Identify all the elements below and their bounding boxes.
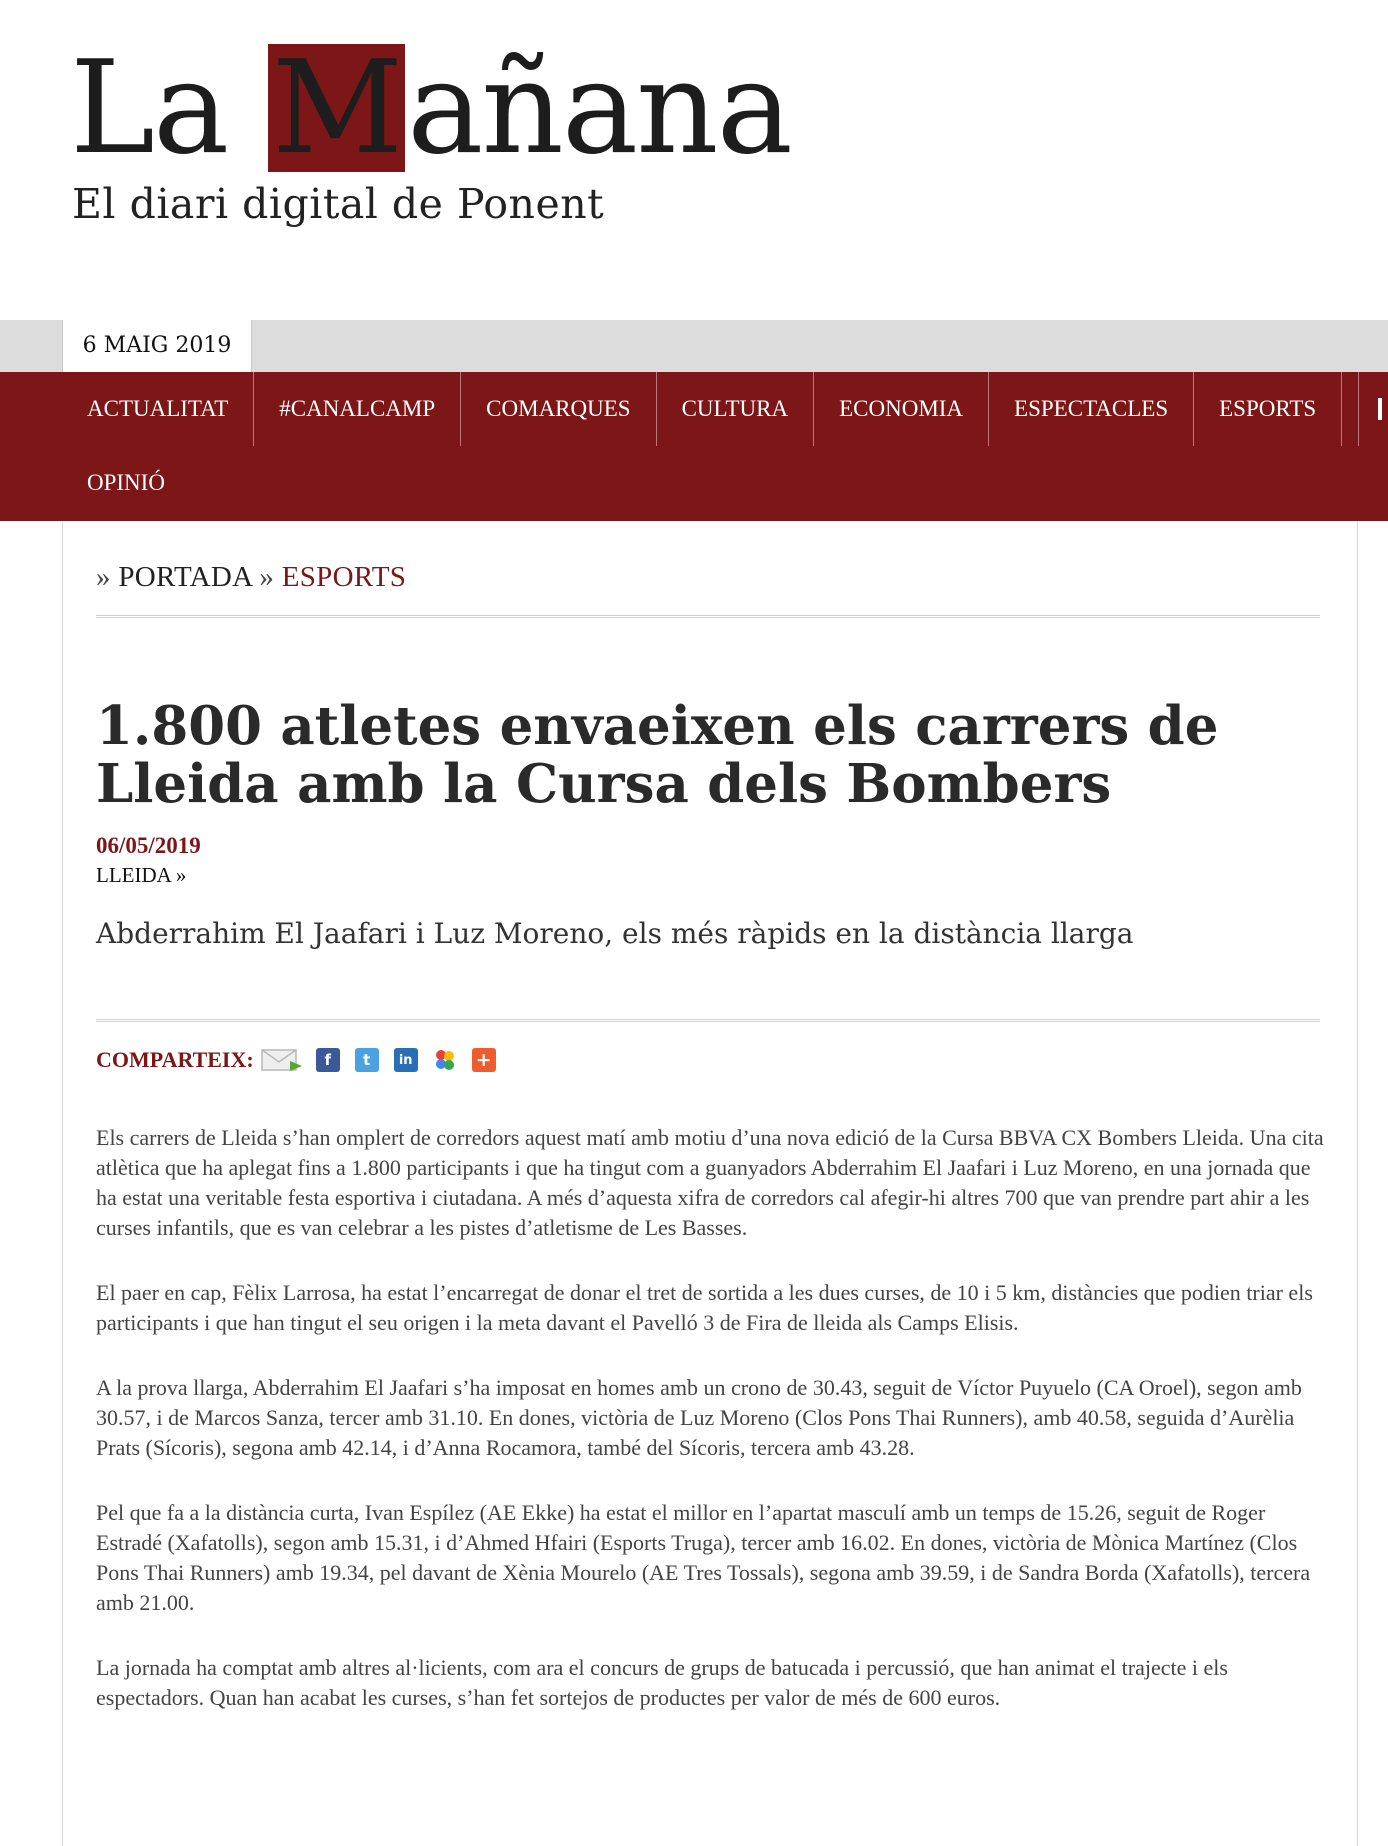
site-tagline: El diari digital de Ponent	[72, 180, 605, 228]
article-paragraph: La jornada ha comptat amb altres al·licients, com ara el concurs de grups de batucada i percussió, que han animat el trajecte i els espectadors. Quan han acabat les curses, s’han fet sortejos de productes per valor de més de 600 euros.	[96, 1655, 1228, 1710]
nav-item-opinio[interactable]: OPINIÓ	[87, 470, 165, 495]
facebook-icon[interactable]: f	[316, 1048, 340, 1072]
article-headline: 1.800 atletes envaeixen els carrers de Lleida amb la Cursa dels Bombers	[96, 695, 1219, 815]
article-body	[96, 1123, 1326, 1748]
email-icon-graphic	[260, 1047, 304, 1073]
breadcrumb-section[interactable]: ESPORTS	[281, 561, 407, 593]
divider	[96, 615, 1320, 618]
nav-divider	[1358, 372, 1359, 446]
twitter-icon[interactable]: t	[355, 1048, 379, 1072]
share-bar	[96, 1045, 511, 1075]
linkedin-icon[interactable]: in	[394, 1048, 418, 1072]
nav-item-economia[interactable]: ECONOMIA	[814, 372, 989, 446]
nav-row-secondary	[62, 446, 190, 520]
nav-item-espectacles[interactable]: ESPECTACLES	[989, 372, 1194, 446]
google-icon-graphic	[433, 1048, 457, 1072]
article-paragraph: A la prova llarga, Abderrahim El Jaafari s’ha imposat en homes amb un crono de 30.43, seguit de Víctor Puyuelo (CA Oroel), segon amb 30.57, i de Marcos Sanza, tercer amb 31.10. En dones, victòria de Luz Moreno (Clos Pons Thai Runners), amb 40.58, seguida d’Aurèlia Prats (Sícoris), segona amb 42.14, i d’Anna Rocamora, també del Sícoris, tercera amb 43.28.	[96, 1375, 1302, 1460]
date-bar	[0, 320, 1388, 372]
article-container	[62, 521, 1358, 1846]
breadcrumb-separator: »	[96, 561, 111, 593]
email-icon[interactable]	[260, 1048, 304, 1072]
divider	[96, 1019, 1320, 1022]
breadcrumb-separator: »	[259, 561, 275, 593]
plus-icon[interactable]: +	[472, 1048, 496, 1072]
article-subtitle: Abderrahim El Jaafari i Luz Moreno, els més ràpids en la distància llarga	[96, 917, 1134, 950]
nav-item-esports[interactable]: ESPORTS	[1194, 372, 1342, 446]
share-label: COMPARTEIX:	[96, 1047, 254, 1072]
google-icon[interactable]	[433, 1048, 457, 1072]
nav-item-canalcamp[interactable]: #CANALCAMP	[254, 372, 461, 446]
logo-text-end: añana	[407, 34, 791, 183]
article-date: 06/05/2019	[96, 833, 201, 858]
current-date: 6 MAIG 2019	[62, 320, 252, 372]
nav-overflow-item[interactable]	[1378, 398, 1382, 420]
logo-boxed-letter: M	[268, 44, 405, 172]
nav-item-comarques[interactable]: COMARQUES	[461, 372, 656, 446]
article-paragraph: El paer en cap, Fèlix Larrosa, ha estat l’encarregat de donar el tret de sortida a les dues curses, de 10 i 5 km, distàncies que podien triar els participants i que han tingut el seu origen i la meta davant el Pavelló 3 de Fira de lleida als Camps Elisis.	[96, 1280, 1313, 1335]
site-logo[interactable]	[70, 34, 791, 183]
main-nav	[0, 372, 1388, 521]
logo-text-start: La	[70, 34, 266, 183]
breadcrumb	[96, 561, 406, 594]
article-paragraph: Els carrers de Lleida s’han omplert de corredors aquest matí amb motiu d’una nova edició de la Cursa BBVA CX Bombers Lleida. Una cita atlètica que ha aplegat fins a 1.800 participants i que ha tingut com a guanyadors Abderrahim El Jaafari i Luz Moreno, en una jornada que ha estat una veritable festa esportiva i ciutadana. A més d’aquesta xifra de corredors cal afegir-hi altres 700 que van prendre part ahir a les curses infantils, que es van celebrar a les pistes d’atletisme de Les Basses.	[96, 1125, 1324, 1240]
article-location-link[interactable]: LLEIDA »	[96, 863, 187, 887]
masthead	[0, 0, 1388, 320]
nav-row-primary	[62, 372, 1342, 446]
article-paragraph: Pel que fa a la distància curta, Ivan Espílez (AE Ekke) ha estat el millor en l’apartat masculí amb un temps de 15.26, seguit de Roger Estradé (Xafatolls), segon amb 15.31, i d’Ahmed Hfairi (Esports Truga), tercer amb 16.02. En dones, victòria de Mònica Martínez (Clos Pons Thai Runners) amb 19.34, pel davant de Xènia Mourelo (AE Tres Tossals), segona amb 39.59, i de Sandra Borda (Xafatolls), tercera amb 21.00.	[96, 1500, 1311, 1615]
nav-item-cultura[interactable]: CULTURA	[657, 372, 815, 446]
nav-item-actualitat[interactable]: ACTUALITAT	[62, 372, 254, 446]
breadcrumb-home[interactable]: PORTADA	[118, 561, 252, 593]
